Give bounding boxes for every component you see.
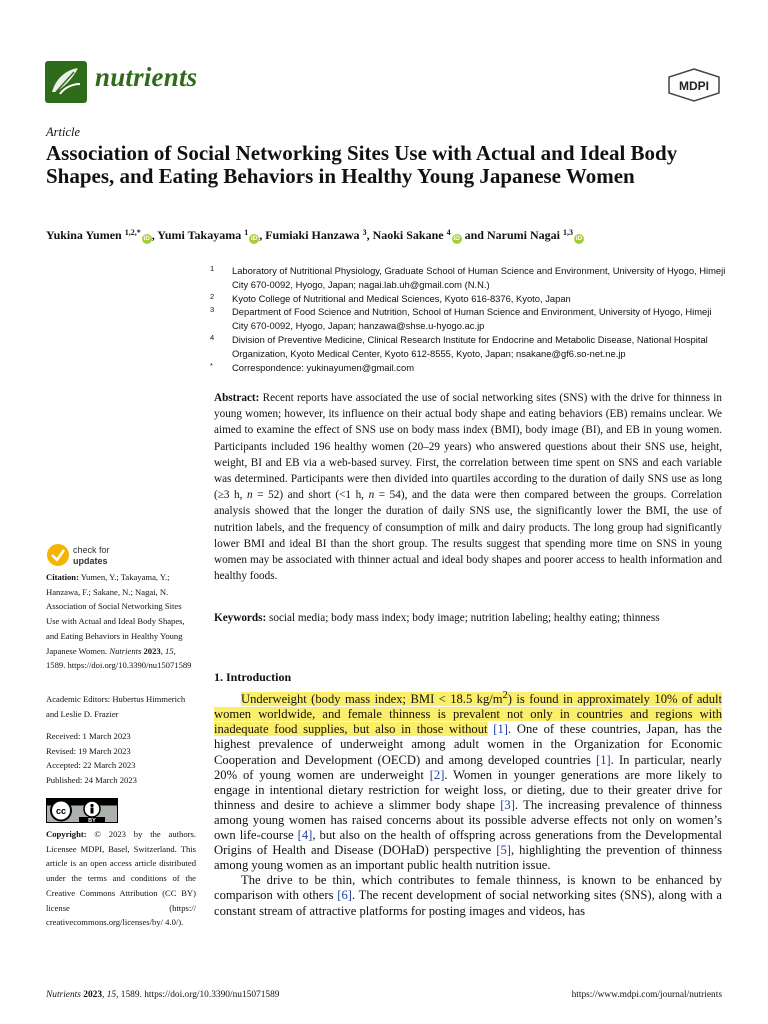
- abstract-n-short: n: [368, 489, 375, 502]
- footer-citation: [46, 990, 279, 1000]
- nutrients-logo-icon: [44, 60, 88, 104]
- affiliation-text: Kyoto College of Nutritional and Medical Sciences, Kyoto 616-8376, Kyoto, Japan: [232, 292, 571, 304]
- citation-link-4[interactable]: [4]: [297, 828, 313, 843]
- citation-volume: , 15: [160, 645, 174, 656]
- affiliation-item: [210, 292, 726, 306]
- introduction-body: [214, 688, 722, 919]
- mdpi-label: MDPI: [679, 79, 709, 93]
- affiliation-item: [210, 361, 726, 375]
- abstract-text-3: = 54), and the data were then compared between the groups. Correlation analysis showed that the longer the duration of daily SNS use, the significantly lower the BMI, the use of nutrition labels, and the frequency of consumption of milk and dairy products. The long group had significantly lower BMI and ideal BI than the short group. The results suggest that spending more time on SNS in young women may be associated with thinner actual and ideal body shapes and poorer access to health information and healthy foods.: [214, 489, 722, 583]
- affiliation-number: 4: [210, 332, 215, 342]
- abstract: [214, 390, 722, 584]
- author-name: Yumi Takayama: [157, 228, 245, 242]
- affiliation-item: [210, 305, 726, 333]
- journal-name: nutrients: [95, 62, 198, 92]
- citation-link-1b[interactable]: [1]: [596, 752, 611, 767]
- footer-journal-url[interactable]: https://www.mdpi.com/journal/nutrients: [571, 990, 722, 1000]
- article-dates: [46, 729, 196, 788]
- check-icon: [47, 544, 69, 566]
- citation-year: 2023: [141, 645, 161, 656]
- citation-link-3[interactable]: [3]: [500, 797, 515, 812]
- affiliation-text: Correspondence: yukinayumen@gmail.com: [232, 361, 414, 373]
- citation: [46, 570, 196, 673]
- author-separator: ,: [366, 228, 373, 242]
- cc-by-label: BY: [88, 818, 96, 823]
- author-name: Fumiaki Hanzawa: [265, 228, 363, 242]
- abstract-n-long: n: [247, 489, 253, 502]
- citation-link-6[interactable]: [6]: [337, 888, 352, 903]
- citation-label: Citation:: [46, 572, 79, 582]
- revised-date: Revised: 19 March 2023: [46, 745, 131, 756]
- intro-paragraph-1: Underweight (body mass index; BMI < 18.5 $kg/m^2$) is found in approximately 10% of adult women worldwide, and female thinness is prevalent not only in countries and regions with inadequate food supplies, but also in those without [1]. One of these countries, Japan, has the highest prevalence of underweight among adult women in the Organization for Economic Cooperation and Development (OECD) and among developed countries [1]. In particular, nearly 20% of young women are underweight [2]. Women in younger generations are more likely to engage in intentional dietary restriction for weight loss, or dieting, due to their greater drive for thinness and desire to achieve a slimmer body shape [3]. The increasing prevalence of thinness among young women has raised concerns about its possible adverse effects not only on women’s own life-course [4], but also on the health of offspring across generations from the Developmental Origins of Health and Disease (DOHaD) perspective [5], highlighting the prevention of thinness among young women as an important public health nutrition issue.: [214, 690, 722, 873]
- affiliation-number: 1: [210, 264, 215, 273]
- keywords: [214, 610, 722, 626]
- author-name: Naoki Sakane: [372, 228, 447, 242]
- author-name: Narumi Nagai: [486, 228, 563, 242]
- academic-editors: Academic Editors: Hubertus Himmerich and Leslie D. Frazier: [46, 694, 186, 719]
- affiliation-item: [210, 264, 726, 292]
- affiliation-item: [210, 333, 726, 361]
- author-affiliation-sup: 1: [244, 228, 249, 237]
- affiliation-number: *: [210, 360, 213, 370]
- mdpi-logo-icon: [667, 68, 721, 102]
- article-title: Association of Social Networking Sites Use with Actual and Ideal Body Shapes, and Eating Behaviors in Healthy Young Japanese Women: [46, 141, 678, 188]
- published-date: Published: 24 March 2023: [46, 775, 137, 786]
- author-affiliation-sup: 3: [362, 228, 367, 237]
- received-date: Received: 1 March 2023: [46, 731, 131, 741]
- svg-text:cc: cc: [55, 806, 67, 816]
- author-list: [46, 226, 726, 244]
- highlighted-text: Underweight (body mass index; BMI < 18.5 $kg/m^2$) is found in approximately 10% of adult women worldwide, and female thinness is prevalent not only in countries and regions with inadequate food supplies, but also in those without: [214, 690, 722, 737]
- copyright-text: © 2023 by the authors. Licensee MDPI, Basel, Switzerland. This article is an open access article distributed under the terms and conditions of the Creative Commons Attribution (CC BY) license (https:// creativecommons.org/licenses/by/ 4.0/).: [46, 829, 196, 928]
- orcid-icon[interactable]: iD: [453, 235, 460, 242]
- author-separator: ,: [151, 228, 158, 242]
- footer-doi[interactable]: , 1589. https://doi.org/10.3390/nu15071589: [116, 990, 280, 1000]
- footer-year: 2023: [80, 990, 102, 1000]
- citation-journal: Nutrients: [109, 645, 142, 656]
- check-line-2: updates: [73, 556, 108, 566]
- accepted-date: Accepted: 22 March 2023: [46, 760, 136, 771]
- cc-by-license-icon[interactable]: [46, 798, 118, 823]
- intro-paragraph-2: The drive to be thin, which contributes to female thinness, is known to be enhanced by comparison with others [6]. The recent development of social networking sites (SNS), along with a constant stream of attractive platforms for posting images and videos, has: [214, 873, 723, 918]
- affiliation-number: 3: [210, 305, 215, 315]
- citation-link-1[interactable]: [1]: [493, 722, 508, 737]
- citation-link-2[interactable]: [2]: [429, 767, 445, 782]
- footer-volume: , 15: [102, 990, 117, 1000]
- orcid-icon[interactable]: iD: [250, 235, 258, 242]
- affiliation-number: 2: [210, 291, 215, 301]
- abstract-text-1: Recent reports have associated the use of social networking sites (SNS) with the drive for thinness in young women; however, its influence on their actual body shape and eating behaviors (EB) remains unclear. We aimed to examine the effect of SNS use on body mass index (BMI), body image (BI), and EB in young women. Participants included 196 healthy women (20–29 years) who answered questions about their SNS use, height, weight, BI and EB via a web-based survey. First, the correlation between time spent on SNS and each variable was determined. Participants were then divided into quartiles according to the duration of daily SNS use as long (≥3 h,: [214, 392, 722, 502]
- affiliation-text: Department of Food Science and Nutrition, School of Human Science and Environment, University of Hyogo, Himeji City 670-0092, Hyogo, Japan; hanzawa@shse.u-hyogo.ac.jp: [232, 306, 712, 332]
- author-affiliation-sup: 1,2,*: [124, 228, 141, 237]
- check-for-updates-button[interactable]: [46, 543, 146, 567]
- abstract-label: Abstract:: [214, 392, 260, 404]
- keywords-text: social media; body mass index; body image; nutrition labeling; healthy eating; thinness: [266, 612, 660, 624]
- check-line-1: check for: [73, 545, 110, 555]
- affiliation-text: Division of Preventive Medicine, Clinical Research Institute for Endocrine and Metabolic Disease, National Hospital Organization, Kyoto Medical Center, Kyoto 612-8555, Kyoto, Japan; nsakane@gf6.so-net.ne.jp: [232, 333, 708, 359]
- abstract-text-2: = 52) and short (<1 h,: [252, 489, 369, 502]
- citation-link-5[interactable]: [5]: [496, 843, 511, 858]
- affiliations: [210, 264, 726, 374]
- orcid-icon[interactable]: iD: [575, 235, 583, 242]
- author-affiliation-sup: 1,3: [562, 228, 573, 237]
- author-affiliation-sup: 4: [446, 228, 451, 237]
- author-name: Yukina Yumen: [46, 228, 125, 242]
- keywords-label: Keywords:: [214, 612, 267, 624]
- author-separator: and: [461, 228, 487, 242]
- footer-journal: Nutrients: [46, 990, 81, 1000]
- citation-text: Yumen, Y.; Takayama, Y.; Hanzawa, F.; Sakane, N.; Nagai, N. Association of Social Networking Sites Use with Actual and Ideal Body Shapes, and Eating Behaviors in Healthy Young Japanese Women.: [46, 572, 185, 656]
- citation-doi[interactable]: , 1589. https://doi.org/10.3390/nu15071589: [46, 645, 192, 671]
- orcid-icon[interactable]: iD: [143, 235, 150, 242]
- author-separator: ,: [259, 228, 266, 242]
- copyright-label: Copyright:: [46, 829, 87, 839]
- introduction-heading: 1. Introduction: [214, 670, 292, 684]
- affiliation-text: Laboratory of Nutritional Physiology, Graduate School of Human Science and Environment, University of Hyogo, Himeji City 670-0092, Hyogo, Japan; nagai.lab.uh@gmail.com (N.N.): [232, 265, 726, 290]
- copyright-notice: [46, 827, 196, 930]
- article-type: Article: [46, 125, 81, 139]
